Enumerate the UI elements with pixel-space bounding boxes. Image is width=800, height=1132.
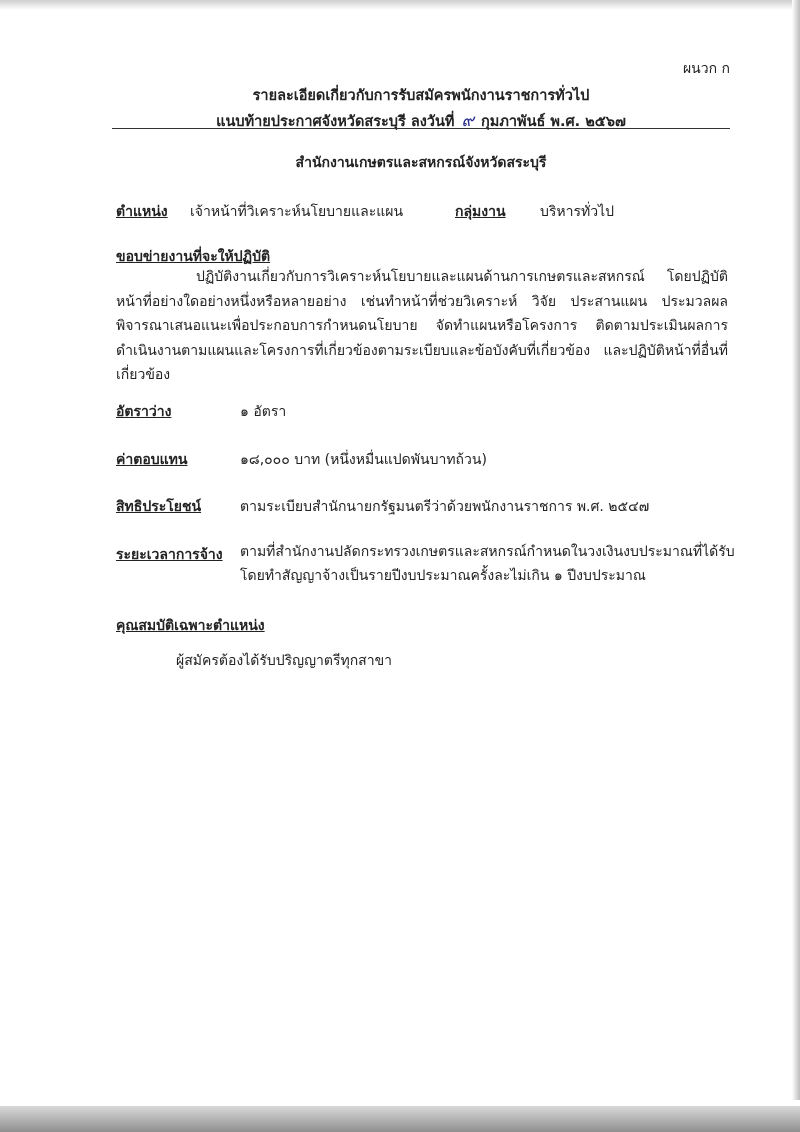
document-title: รายละเอียดเกี่ยวกับการรับสมัครพนักงานราชการทั่วไป bbox=[252, 88, 590, 104]
qualification-label: คุณสมบัติเฉพาะตำแหน่ง bbox=[116, 618, 265, 634]
vacancy-value: ๑ อัตรา bbox=[240, 404, 287, 420]
qualification-value: ผู้สมัครต้องได้รับปริญญาตรีทุกสาขา bbox=[176, 653, 393, 669]
title-divider bbox=[112, 128, 730, 129]
agency-heading: สำนักงานเกษตรและสหกรณ์จังหวัดสระบุรี bbox=[295, 155, 547, 171]
scope-paragraph: ปฏิบัติงานเกี่ยวกับการวิเคราะห์นโยบายและแผนด้านการเกษตรและสหกรณ์ โดยปฏิบัติหน้าที่อย่างใดอย่างหนึ่งหรือหลายอย่าง เช่นทำหน้าที่ช่วยวิเคราะห์ วิจัย ประสานแผน ประมวลผลพิจารณาเสนอแนะเพื่อประกอบการกำหนดนโยบาย จัดทำแผนหรือโครงการ ติดตามประเมินผลการดำเนินงานตามแผนและโครงการที่เกี่ยวข้องตามระเบียบและข้อบังคับที่เกี่ยวข้อง และปฏิบัติหน้าที่อื่นที่เกี่ยวข้อง bbox=[116, 269, 728, 383]
vacancy-label: อัตราว่าง bbox=[116, 404, 172, 420]
term-label: ระยะเวลาการจ้าง bbox=[116, 547, 223, 563]
subtitle-prefix: แนบท้ายประกาศจังหวัดสระบุรี ลงวันที่ bbox=[216, 114, 455, 130]
annex-label: ผนวก ก bbox=[682, 61, 730, 77]
salary-value: ๑๘,๐๐๐ บาท (หนึ่งหมื่นแปดพันบาทถ้วน) bbox=[240, 452, 487, 468]
scope-label: ขอบข่ายงานที่จะให้ปฏิบัติ bbox=[116, 249, 271, 265]
benefits-label: สิทธิประโยชน์ bbox=[116, 499, 202, 515]
term-value: ตามที่สำนักงานปลัดกระทรวงเกษตรและสหกรณ์กำหนดในวงเงินงบประมาณที่ได้รับ โดยทำสัญญาจ้างเป็นรายปีงบประมาณครั้งละไม่เกิน ๑ ปีงบประมาณ bbox=[240, 544, 735, 584]
subtitle-suffix: กุมภาพันธ์ พ.ศ. ๒๕๖๗ bbox=[481, 114, 626, 130]
position-label: ตำแหน่ง bbox=[116, 204, 168, 220]
document-subtitle bbox=[112, 107, 730, 134]
handwritten-day: ๙ bbox=[461, 111, 474, 131]
salary-label: ค่าตอบแทน bbox=[116, 452, 188, 468]
benefits-value: ตามระเบียบสำนักนายกรัฐมนตรีว่าด้วยพนักงานราชการ พ.ศ. ๒๕๔๗ bbox=[240, 499, 650, 515]
scan-edge-bottom bbox=[0, 1106, 800, 1132]
scan-edge-top bbox=[0, 0, 800, 10]
group-value: บริหารทั่วไป bbox=[540, 204, 615, 220]
scan-edge-right bbox=[792, 0, 800, 1100]
group-label: กลุ่มงาน bbox=[455, 204, 506, 220]
position-value: เจ้าหน้าที่วิเคราะห์นโยบายและแผน bbox=[190, 204, 404, 220]
